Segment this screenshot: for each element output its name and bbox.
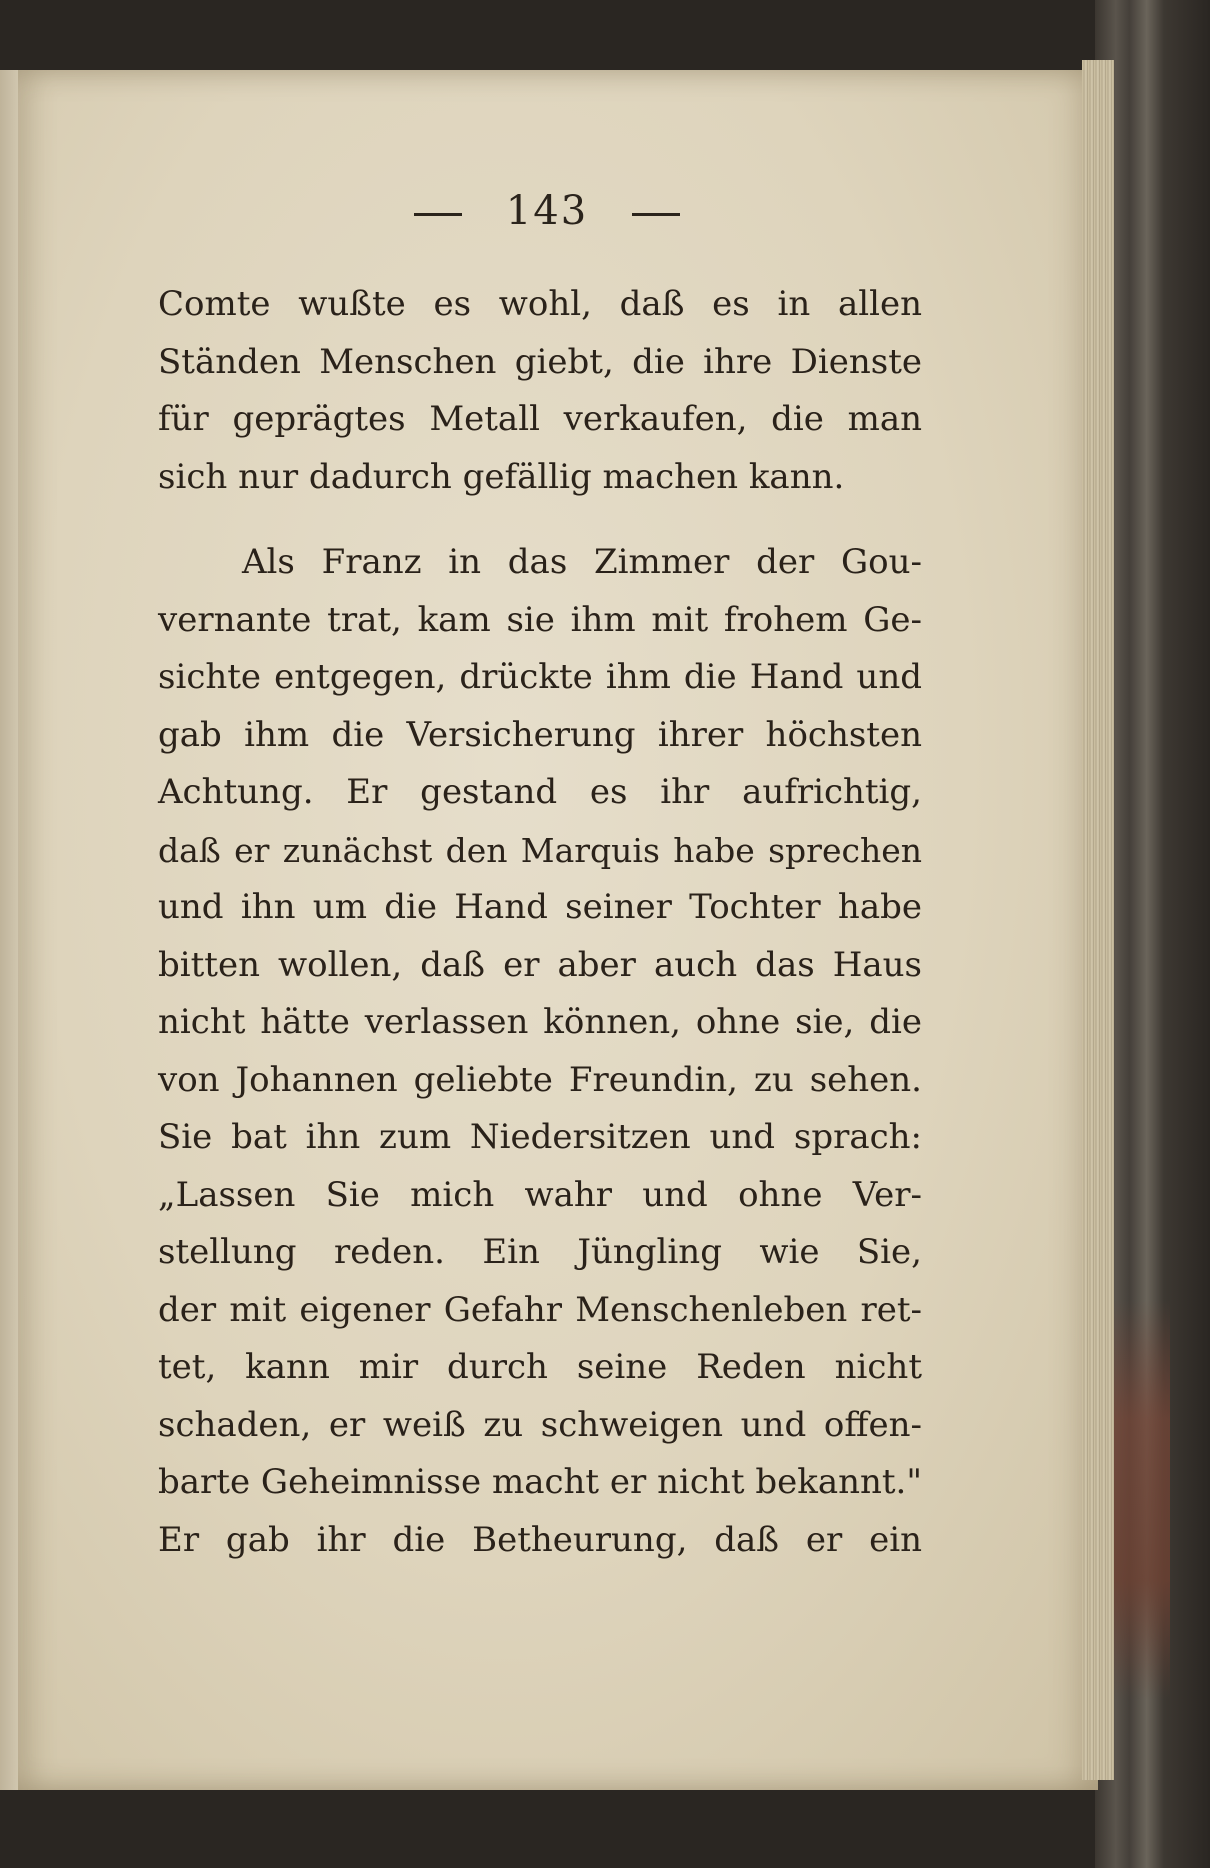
text-line: gab ihm die Versicherung ihrer höchsten	[158, 714, 922, 755]
text-line: vernante trat, kam sie ihm mit frohem Ge-	[158, 599, 922, 640]
text-line: Er gab ihr die Betheurung, daß er ein	[158, 1519, 922, 1560]
text-line: Comte wußte es wohl, daß es in allen	[158, 284, 922, 324]
page-number-header	[0, 188, 1210, 234]
text-line: Achtung. Er gestand es ihr aufrichtig,	[158, 772, 922, 812]
text-line: von Johannen geliebte Freundin, zu sehen.	[158, 1059, 922, 1100]
text-line: daß er zunächst den Marquis habe sprechen	[158, 830, 922, 870]
text-line: für geprägtes Metall verkaufen, die man	[158, 399, 922, 439]
text-line: der mit eigener Gefahr Menschenleben ret-	[158, 1289, 922, 1330]
text-line: bitten wollen, daß er aber auch das Haus	[158, 944, 922, 985]
text-line: „Lassen Sie mich wahr und ohne Ver-	[158, 1174, 922, 1215]
folio-dash-right	[632, 213, 680, 216]
text-line: Als Franz in das Zimmer der Gou-	[242, 542, 922, 582]
text-line: stellung reden. Ein Jüngling wie Sie,	[158, 1232, 922, 1272]
text-line: Ständen Menschen giebt, die ihre Dienste	[158, 341, 922, 382]
text-line: Sie bat ihn zum Niedersitzen und sprach:	[158, 1117, 922, 1157]
paragraph-2	[158, 534, 922, 1569]
text-line: barte Geheimnisse macht er nicht bekannt."	[158, 1462, 922, 1502]
text-line: und ihn um die Hand seiner Tochter habe	[158, 887, 922, 927]
page-number: 143	[505, 188, 589, 234]
page-stack-edge	[1082, 60, 1114, 1780]
cover-wear-patch	[1110, 1300, 1170, 1700]
paragraph-1	[158, 276, 922, 506]
text-line: tet, kann mir durch seine Reden nicht	[158, 1347, 922, 1387]
text-line: sich nur dadurch gefällig machen kann.	[158, 456, 845, 497]
text-line: schaden, er weiß zu schweigen und offen-	[158, 1404, 922, 1445]
text-line: sichte entgegen, drückte ihm die Hand und	[158, 657, 922, 697]
text-line: nicht hätte verlassen können, ohne sie, die	[158, 1002, 922, 1042]
folio-dash-left	[414, 213, 462, 216]
